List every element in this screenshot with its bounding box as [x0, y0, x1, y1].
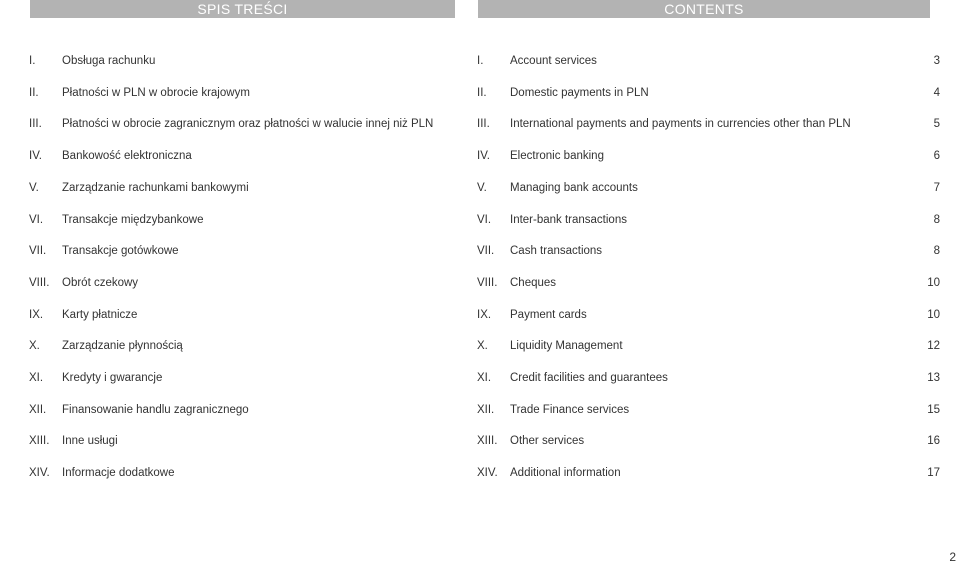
header-polish-title: SPIS TREŚCI	[30, 0, 455, 18]
toc-entry[interactable]	[29, 178, 459, 198]
toc-entry[interactable]	[477, 51, 940, 71]
toc-entry-number: XIV.	[29, 467, 50, 480]
toc-entry-number: V.	[29, 181, 39, 194]
toc-entry[interactable]	[29, 83, 459, 103]
toc-entry[interactable]	[477, 273, 940, 293]
toc-entry-title: Inter-bank transactions	[510, 213, 627, 226]
toc-entry-title: Additional information	[510, 467, 621, 480]
toc-entry[interactable]	[477, 178, 940, 198]
toc-entry-title: Kredyty i gwarancje	[62, 372, 163, 384]
toc-entry-number: X.	[29, 340, 40, 353]
toc-entry-number: XI.	[29, 372, 44, 384]
toc-entry-page: 6	[933, 150, 940, 163]
toc-entry-number: I.	[29, 55, 36, 67]
toc-entry-title: Credit facilities and guarantees	[510, 372, 668, 384]
toc-entry-title: Obsługa rachunku	[62, 55, 156, 67]
toc-entry-title: Electronic banking	[510, 150, 604, 163]
toc-entry[interactable]	[477, 336, 940, 356]
page-number: 2	[949, 550, 956, 564]
toc-entry[interactable]	[29, 241, 459, 261]
toc-entry-title: Obrót czekowy	[62, 276, 139, 289]
toc-entry-number: VI.	[477, 213, 492, 226]
toc-entry[interactable]	[477, 305, 940, 325]
toc-entry-number: VIII.	[29, 276, 50, 289]
toc-entry[interactable]	[477, 241, 940, 261]
toc-entry-page: 8	[933, 213, 940, 226]
toc-entry-page: 10	[927, 308, 940, 321]
toc-entry-number: II.	[29, 86, 39, 99]
toc-entry-number: III.	[477, 118, 490, 131]
toc-entry-page: 16	[927, 435, 940, 448]
toc-entry-page: 7	[933, 181, 940, 194]
toc-entry-title: Inne usługi	[62, 435, 118, 448]
toc-entry[interactable]	[477, 463, 940, 483]
toc-entry-title: Finansowanie handlu zagranicznego	[62, 403, 249, 416]
toc-entry[interactable]	[29, 431, 459, 451]
toc-entry-title: Zarządzanie rachunkami bankowymi	[62, 181, 249, 194]
toc-entry[interactable]	[29, 368, 459, 388]
toc-entry-number: I.	[477, 55, 484, 67]
toc-entry[interactable]	[29, 51, 459, 71]
toc-entry-title: Płatności w PLN w obrocie krajowym	[62, 86, 250, 99]
toc-entry-title: Account services	[510, 55, 597, 67]
toc-entry-number: VII.	[477, 245, 495, 258]
toc-entry-page: 17	[927, 467, 940, 480]
toc-entry-page: 8	[933, 245, 940, 258]
toc-entry-number: XII.	[477, 403, 495, 416]
toc-entry-number: III.	[29, 118, 42, 131]
header-english-title: CONTENTS	[478, 0, 930, 18]
toc-entry-title: Trade Finance services	[510, 403, 630, 416]
toc-entry[interactable]	[477, 114, 940, 134]
toc-entry[interactable]	[477, 368, 940, 388]
toc-entry-title: International payments and payments in currencies other than PLN	[510, 118, 851, 131]
toc-entry-number: IX.	[477, 308, 492, 321]
toc-entry-page: 15	[927, 403, 940, 416]
toc-entry-number: XIV.	[477, 467, 498, 480]
toc-entry-number: X.	[477, 340, 488, 353]
toc-entry-number: II.	[477, 86, 487, 99]
toc-entry-title: Transakcje gotówkowe	[62, 245, 179, 258]
toc-entry[interactable]	[29, 273, 459, 293]
toc-entry-page: 10	[927, 276, 940, 289]
toc-entry-title: Karty płatnicze	[62, 308, 138, 321]
toc-entry-title: Bankowość elektroniczna	[62, 150, 192, 163]
toc-entry-page: 12	[927, 340, 940, 353]
toc-entry-page: 4	[933, 86, 940, 99]
toc-entry-number: VI.	[29, 213, 44, 226]
toc-entry-number: IV.	[29, 150, 43, 163]
toc-entry[interactable]	[29, 305, 459, 325]
toc-entry[interactable]	[29, 463, 459, 483]
toc-entry-number: IV.	[477, 150, 491, 163]
toc-entry[interactable]	[29, 210, 459, 230]
toc-entry-title: Payment cards	[510, 308, 587, 321]
toc-entry[interactable]	[477, 431, 940, 451]
toc-entry-number: V.	[477, 181, 487, 194]
toc-entry-title: Cheques	[510, 276, 557, 289]
toc-entry-title: Managing bank accounts	[510, 181, 638, 194]
toc-entry[interactable]	[29, 146, 459, 166]
toc-entry-number: XI.	[477, 372, 492, 384]
toc-entry-title: Other services	[510, 435, 585, 448]
toc-entry-page: 3	[933, 55, 940, 67]
toc-entry-title: Informacje dodatkowe	[62, 467, 175, 480]
toc-entry-title: Domestic payments in PLN	[510, 86, 649, 99]
toc-entry[interactable]	[29, 400, 459, 420]
toc-entry[interactable]	[477, 146, 940, 166]
toc-entry-number: XIII.	[477, 435, 498, 448]
toc-entry[interactable]	[477, 83, 940, 103]
toc-entry-number: XIII.	[29, 435, 50, 448]
toc-entry-title: Zarządzanie płynnością	[62, 340, 183, 353]
toc-entry[interactable]	[29, 336, 459, 356]
toc-entry[interactable]	[477, 210, 940, 230]
toc-entry-title: Cash transactions	[510, 245, 603, 258]
toc-entry-number: XII.	[29, 403, 47, 416]
toc-entry-page: 5	[933, 118, 940, 131]
toc-entry[interactable]	[29, 114, 459, 134]
toc-entry-number: IX.	[29, 308, 44, 321]
toc-entry-number: VIII.	[477, 276, 498, 289]
toc-entry-title: Płatności w obrocie zagranicznym oraz płatności w walucie innej niż PLN	[62, 118, 434, 131]
toc-entry-number: VII.	[29, 245, 47, 258]
toc-entry-title: Transakcje międzybankowe	[62, 213, 204, 226]
toc-entry-page: 13	[927, 372, 940, 384]
toc-entry-title: Liquidity Management	[510, 340, 623, 353]
toc-entry[interactable]	[477, 400, 940, 420]
